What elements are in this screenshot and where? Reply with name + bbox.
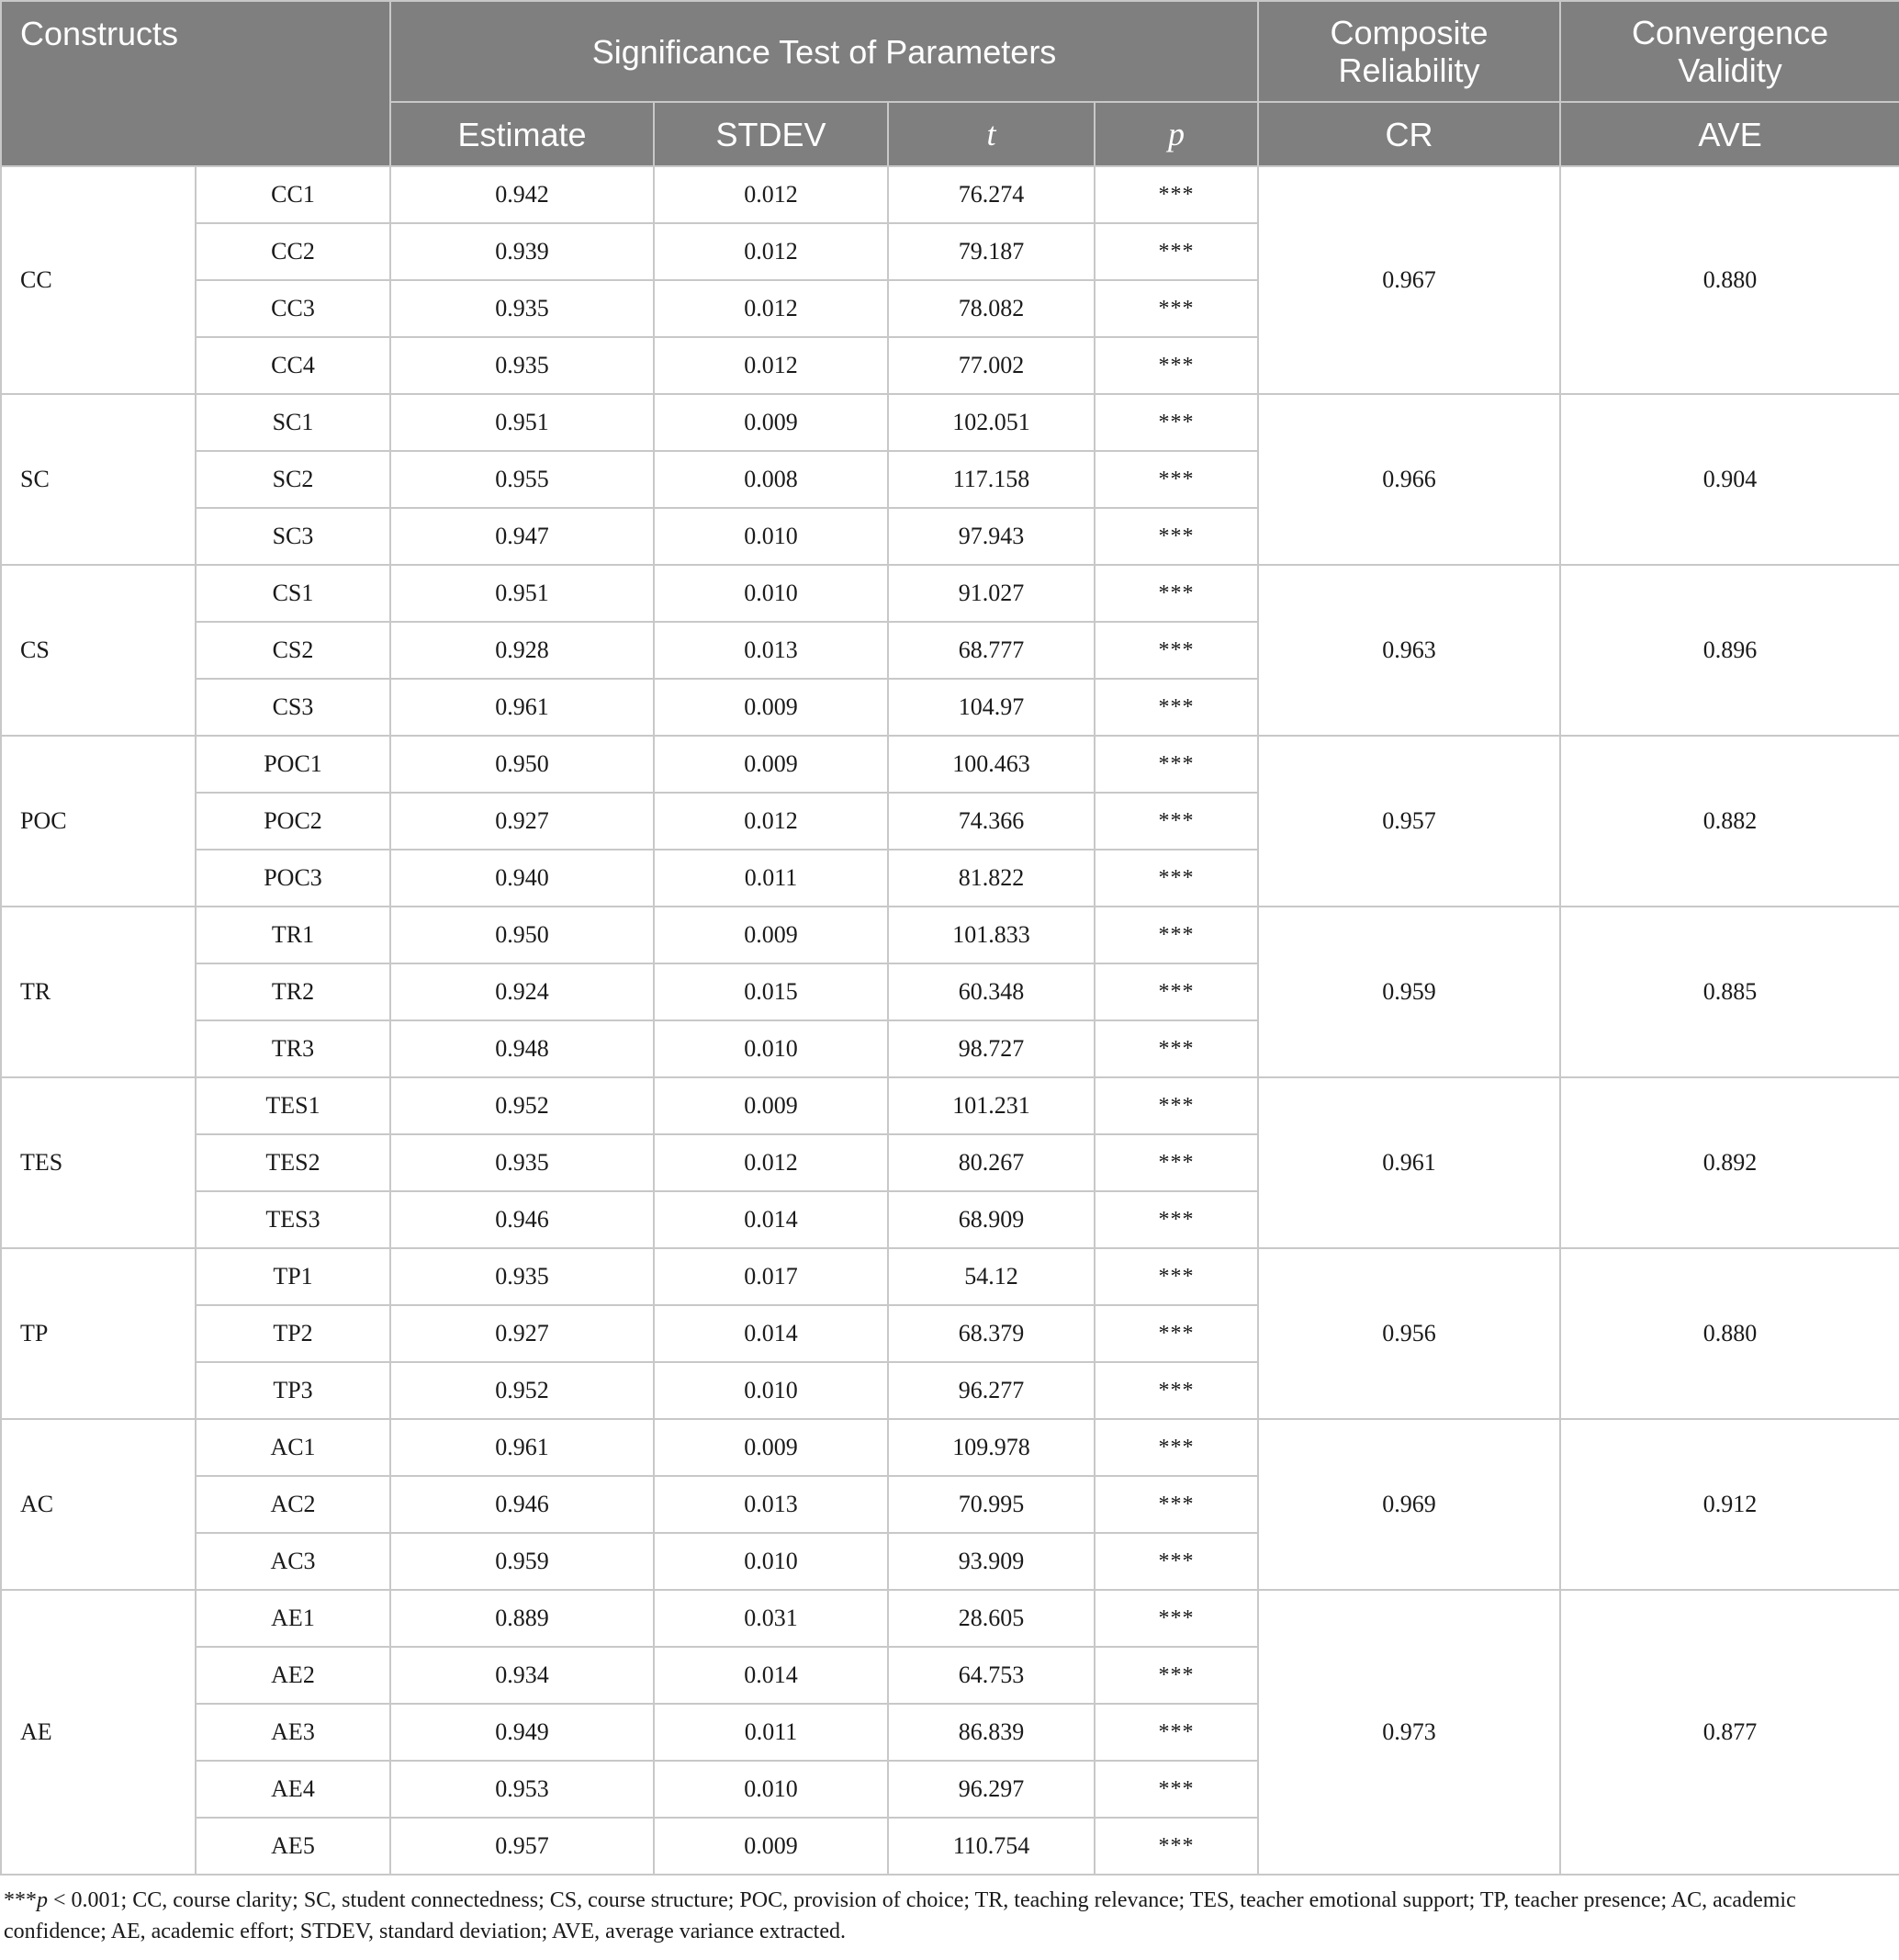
p-value-cell: *** bbox=[1095, 1134, 1258, 1191]
stdev-cell: 0.031 bbox=[654, 1590, 888, 1647]
header-composite-line1: Composite bbox=[1330, 14, 1489, 51]
t-value-cell: 96.277 bbox=[888, 1362, 1095, 1419]
t-value-cell: 93.909 bbox=[888, 1533, 1095, 1590]
p-value-cell: *** bbox=[1095, 736, 1258, 793]
estimate-cell: 0.952 bbox=[390, 1077, 654, 1134]
t-value-cell: 77.002 bbox=[888, 337, 1095, 394]
estimate-cell: 0.961 bbox=[390, 679, 654, 736]
ave-cell: 0.892 bbox=[1560, 1077, 1899, 1248]
item-cell: TP3 bbox=[196, 1362, 390, 1419]
stdev-cell: 0.013 bbox=[654, 622, 888, 679]
table-row bbox=[1, 565, 1899, 622]
stdev-cell: 0.014 bbox=[654, 1305, 888, 1362]
estimate-cell: 0.947 bbox=[390, 508, 654, 565]
stdev-cell: 0.015 bbox=[654, 963, 888, 1020]
table-row bbox=[1, 907, 1899, 963]
item-cell: SC1 bbox=[196, 394, 390, 451]
p-value-cell: *** bbox=[1095, 1419, 1258, 1476]
stdev-cell: 0.010 bbox=[654, 565, 888, 622]
item-cell: CC2 bbox=[196, 223, 390, 280]
cr-cell: 0.973 bbox=[1258, 1590, 1560, 1875]
t-value-cell: 76.274 bbox=[888, 166, 1095, 223]
item-cell: AC1 bbox=[196, 1419, 390, 1476]
ave-cell: 0.880 bbox=[1560, 166, 1899, 394]
table-footnote bbox=[4, 1885, 1895, 1947]
construct-cell: CS bbox=[1, 565, 196, 736]
cr-cell: 0.959 bbox=[1258, 907, 1560, 1077]
header-estimate: Estimate bbox=[390, 102, 654, 166]
construct-cell: AC bbox=[1, 1419, 196, 1590]
p-value-cell: *** bbox=[1095, 508, 1258, 565]
stdev-cell: 0.008 bbox=[654, 451, 888, 508]
t-value-cell: 74.366 bbox=[888, 793, 1095, 850]
stdev-cell: 0.009 bbox=[654, 394, 888, 451]
stdev-cell: 0.010 bbox=[654, 1362, 888, 1419]
construct-cell: TR bbox=[1, 907, 196, 1077]
t-value-cell: 54.12 bbox=[888, 1248, 1095, 1305]
stdev-cell: 0.010 bbox=[654, 1020, 888, 1077]
stdev-cell: 0.009 bbox=[654, 907, 888, 963]
footnote-stars: *** bbox=[4, 1888, 37, 1912]
p-value-cell: *** bbox=[1095, 850, 1258, 907]
t-value-cell: 104.97 bbox=[888, 679, 1095, 736]
item-cell: TR2 bbox=[196, 963, 390, 1020]
estimate-cell: 0.927 bbox=[390, 793, 654, 850]
ave-cell: 0.880 bbox=[1560, 1248, 1899, 1419]
t-value-cell: 64.753 bbox=[888, 1647, 1095, 1704]
header-p: p bbox=[1095, 102, 1258, 166]
estimate-cell: 0.935 bbox=[390, 337, 654, 394]
p-value-cell: *** bbox=[1095, 1761, 1258, 1818]
stdev-cell: 0.014 bbox=[654, 1647, 888, 1704]
item-cell: SC3 bbox=[196, 508, 390, 565]
t-value-cell: 79.187 bbox=[888, 223, 1095, 280]
item-cell: CS1 bbox=[196, 565, 390, 622]
stdev-cell: 0.012 bbox=[654, 337, 888, 394]
table-row bbox=[1, 166, 1899, 223]
item-cell: POC1 bbox=[196, 736, 390, 793]
cr-cell: 0.967 bbox=[1258, 166, 1560, 394]
p-value-cell: *** bbox=[1095, 1590, 1258, 1647]
ave-cell: 0.896 bbox=[1560, 565, 1899, 736]
estimate-cell: 0.928 bbox=[390, 622, 654, 679]
stdev-cell: 0.012 bbox=[654, 1134, 888, 1191]
item-cell: TR1 bbox=[196, 907, 390, 963]
header-convergence-line2: Validity bbox=[1678, 51, 1782, 89]
p-value-cell: *** bbox=[1095, 1533, 1258, 1590]
estimate-cell: 0.889 bbox=[390, 1590, 654, 1647]
t-value-cell: 28.605 bbox=[888, 1590, 1095, 1647]
item-cell: TES2 bbox=[196, 1134, 390, 1191]
t-value-cell: 101.833 bbox=[888, 907, 1095, 963]
stdev-cell: 0.010 bbox=[654, 1533, 888, 1590]
item-cell: AE4 bbox=[196, 1761, 390, 1818]
estimate-cell: 0.951 bbox=[390, 394, 654, 451]
stdev-cell: 0.010 bbox=[654, 508, 888, 565]
item-cell: AC2 bbox=[196, 1476, 390, 1533]
stdev-cell: 0.014 bbox=[654, 1191, 888, 1248]
estimate-cell: 0.940 bbox=[390, 850, 654, 907]
item-cell: AE3 bbox=[196, 1704, 390, 1761]
item-cell: AE2 bbox=[196, 1647, 390, 1704]
footnote-text: < 0.001; CC, course clarity; SC, student connectedness; CS, course structure; POC, provision of choice; TR, teaching relevance; TES, teacher emotional support; TP, teacher presence; AC, academic confidence; AE, academic effort; STDEV, standard deviation; AVE, average variance extracted. bbox=[4, 1888, 1796, 1943]
construct-cell: POC bbox=[1, 736, 196, 907]
header-composite-line2: Reliability bbox=[1338, 51, 1480, 89]
table-row bbox=[1, 1419, 1899, 1476]
construct-cell: CC bbox=[1, 166, 196, 394]
estimate-cell: 0.948 bbox=[390, 1020, 654, 1077]
p-value-cell: *** bbox=[1095, 280, 1258, 337]
footnote-p: p bbox=[37, 1888, 48, 1912]
stdev-cell: 0.010 bbox=[654, 1761, 888, 1818]
construct-cell: AE bbox=[1, 1590, 196, 1875]
p-value-cell: *** bbox=[1095, 679, 1258, 736]
cr-cell: 0.956 bbox=[1258, 1248, 1560, 1419]
header-constructs: Constructs bbox=[1, 1, 390, 166]
estimate-cell: 0.959 bbox=[390, 1533, 654, 1590]
cr-cell: 0.969 bbox=[1258, 1419, 1560, 1590]
header-convergence-validity bbox=[1560, 1, 1899, 102]
table-header bbox=[1, 1, 1899, 166]
t-value-cell: 81.822 bbox=[888, 850, 1095, 907]
t-value-cell: 68.909 bbox=[888, 1191, 1095, 1248]
t-value-cell: 101.231 bbox=[888, 1077, 1095, 1134]
estimate-cell: 0.924 bbox=[390, 963, 654, 1020]
p-value-cell: *** bbox=[1095, 1476, 1258, 1533]
stdev-cell: 0.011 bbox=[654, 1704, 888, 1761]
table-row bbox=[1, 1248, 1899, 1305]
stdev-cell: 0.013 bbox=[654, 1476, 888, 1533]
estimate-cell: 0.951 bbox=[390, 565, 654, 622]
p-value-cell: *** bbox=[1095, 622, 1258, 679]
item-cell: SC2 bbox=[196, 451, 390, 508]
item-cell: TP2 bbox=[196, 1305, 390, 1362]
cr-cell: 0.957 bbox=[1258, 736, 1560, 907]
p-value-cell: *** bbox=[1095, 451, 1258, 508]
item-cell: POC2 bbox=[196, 793, 390, 850]
p-value-cell: *** bbox=[1095, 565, 1258, 622]
header-t: t bbox=[888, 102, 1095, 166]
construct-cell: TES bbox=[1, 1077, 196, 1248]
header-significance: Significance Test of Parameters bbox=[390, 1, 1258, 102]
item-cell: CC4 bbox=[196, 337, 390, 394]
estimate-cell: 0.935 bbox=[390, 1134, 654, 1191]
item-cell: POC3 bbox=[196, 850, 390, 907]
item-cell: TP1 bbox=[196, 1248, 390, 1305]
p-value-cell: *** bbox=[1095, 1248, 1258, 1305]
header-composite-reliability bbox=[1258, 1, 1560, 102]
header-cr: CR bbox=[1258, 102, 1560, 166]
estimate-cell: 0.961 bbox=[390, 1419, 654, 1476]
t-value-cell: 117.158 bbox=[888, 451, 1095, 508]
t-value-cell: 91.027 bbox=[888, 565, 1095, 622]
stdev-cell: 0.011 bbox=[654, 850, 888, 907]
t-value-cell: 98.727 bbox=[888, 1020, 1095, 1077]
cr-cell: 0.966 bbox=[1258, 394, 1560, 565]
p-value-cell: *** bbox=[1095, 394, 1258, 451]
t-value-cell: 96.297 bbox=[888, 1761, 1095, 1818]
estimate-cell: 0.934 bbox=[390, 1647, 654, 1704]
estimate-cell: 0.939 bbox=[390, 223, 654, 280]
estimate-cell: 0.946 bbox=[390, 1191, 654, 1248]
stdev-cell: 0.009 bbox=[654, 1818, 888, 1875]
ave-cell: 0.885 bbox=[1560, 907, 1899, 1077]
estimate-cell: 0.950 bbox=[390, 736, 654, 793]
item-cell: TES3 bbox=[196, 1191, 390, 1248]
table-row bbox=[1, 394, 1899, 451]
p-value-cell: *** bbox=[1095, 1020, 1258, 1077]
ave-cell: 0.877 bbox=[1560, 1590, 1899, 1875]
stdev-cell: 0.012 bbox=[654, 280, 888, 337]
estimate-cell: 0.952 bbox=[390, 1362, 654, 1419]
p-value-cell: *** bbox=[1095, 1191, 1258, 1248]
t-value-cell: 78.082 bbox=[888, 280, 1095, 337]
stdev-cell: 0.009 bbox=[654, 679, 888, 736]
header-stdev: STDEV bbox=[654, 102, 888, 166]
item-cell: TES1 bbox=[196, 1077, 390, 1134]
p-value-cell: *** bbox=[1095, 166, 1258, 223]
p-value-cell: *** bbox=[1095, 1818, 1258, 1875]
ave-cell: 0.912 bbox=[1560, 1419, 1899, 1590]
table-row bbox=[1, 1077, 1899, 1134]
header-convergence-line1: Convergence bbox=[1631, 14, 1829, 51]
t-value-cell: 60.348 bbox=[888, 963, 1095, 1020]
p-value-cell: *** bbox=[1095, 1647, 1258, 1704]
stdev-cell: 0.009 bbox=[654, 1077, 888, 1134]
construct-cell: TP bbox=[1, 1248, 196, 1419]
t-value-cell: 100.463 bbox=[888, 736, 1095, 793]
estimate-cell: 0.942 bbox=[390, 166, 654, 223]
estimate-cell: 0.953 bbox=[390, 1761, 654, 1818]
estimate-cell: 0.927 bbox=[390, 1305, 654, 1362]
item-cell: AE1 bbox=[196, 1590, 390, 1647]
t-value-cell: 68.379 bbox=[888, 1305, 1095, 1362]
item-cell: TR3 bbox=[196, 1020, 390, 1077]
t-value-cell: 109.978 bbox=[888, 1419, 1095, 1476]
estimate-cell: 0.935 bbox=[390, 1248, 654, 1305]
estimate-cell: 0.935 bbox=[390, 280, 654, 337]
p-value-cell: *** bbox=[1095, 1077, 1258, 1134]
p-value-cell: *** bbox=[1095, 793, 1258, 850]
item-cell: CS3 bbox=[196, 679, 390, 736]
stdev-cell: 0.012 bbox=[654, 166, 888, 223]
t-value-cell: 68.777 bbox=[888, 622, 1095, 679]
estimate-cell: 0.955 bbox=[390, 451, 654, 508]
p-value-cell: *** bbox=[1095, 963, 1258, 1020]
p-value-cell: *** bbox=[1095, 907, 1258, 963]
stdev-cell: 0.017 bbox=[654, 1248, 888, 1305]
estimate-cell: 0.950 bbox=[390, 907, 654, 963]
header-ave: AVE bbox=[1560, 102, 1899, 166]
stdev-cell: 0.012 bbox=[654, 793, 888, 850]
item-cell: AE5 bbox=[196, 1818, 390, 1875]
cr-cell: 0.963 bbox=[1258, 565, 1560, 736]
item-cell: CC1 bbox=[196, 166, 390, 223]
t-value-cell: 70.995 bbox=[888, 1476, 1095, 1533]
p-value-cell: *** bbox=[1095, 337, 1258, 394]
estimate-cell: 0.946 bbox=[390, 1476, 654, 1533]
construct-cell: SC bbox=[1, 394, 196, 565]
t-value-cell: 97.943 bbox=[888, 508, 1095, 565]
stdev-cell: 0.012 bbox=[654, 223, 888, 280]
table-row bbox=[1, 736, 1899, 793]
item-cell: CC3 bbox=[196, 280, 390, 337]
cr-cell: 0.961 bbox=[1258, 1077, 1560, 1248]
stdev-cell: 0.009 bbox=[654, 1419, 888, 1476]
t-value-cell: 86.839 bbox=[888, 1704, 1095, 1761]
item-cell: CS2 bbox=[196, 622, 390, 679]
ave-cell: 0.882 bbox=[1560, 736, 1899, 907]
p-value-cell: *** bbox=[1095, 1362, 1258, 1419]
t-value-cell: 102.051 bbox=[888, 394, 1095, 451]
stdev-cell: 0.009 bbox=[654, 736, 888, 793]
t-value-cell: 80.267 bbox=[888, 1134, 1095, 1191]
t-value-cell: 110.754 bbox=[888, 1818, 1095, 1875]
estimate-cell: 0.949 bbox=[390, 1704, 654, 1761]
table-row bbox=[1, 1590, 1899, 1647]
p-value-cell: *** bbox=[1095, 1305, 1258, 1362]
p-value-cell: *** bbox=[1095, 223, 1258, 280]
estimate-cell: 0.957 bbox=[390, 1818, 654, 1875]
table-body bbox=[1, 166, 1899, 1875]
item-cell: AC3 bbox=[196, 1533, 390, 1590]
p-value-cell: *** bbox=[1095, 1704, 1258, 1761]
ave-cell: 0.904 bbox=[1560, 394, 1899, 565]
